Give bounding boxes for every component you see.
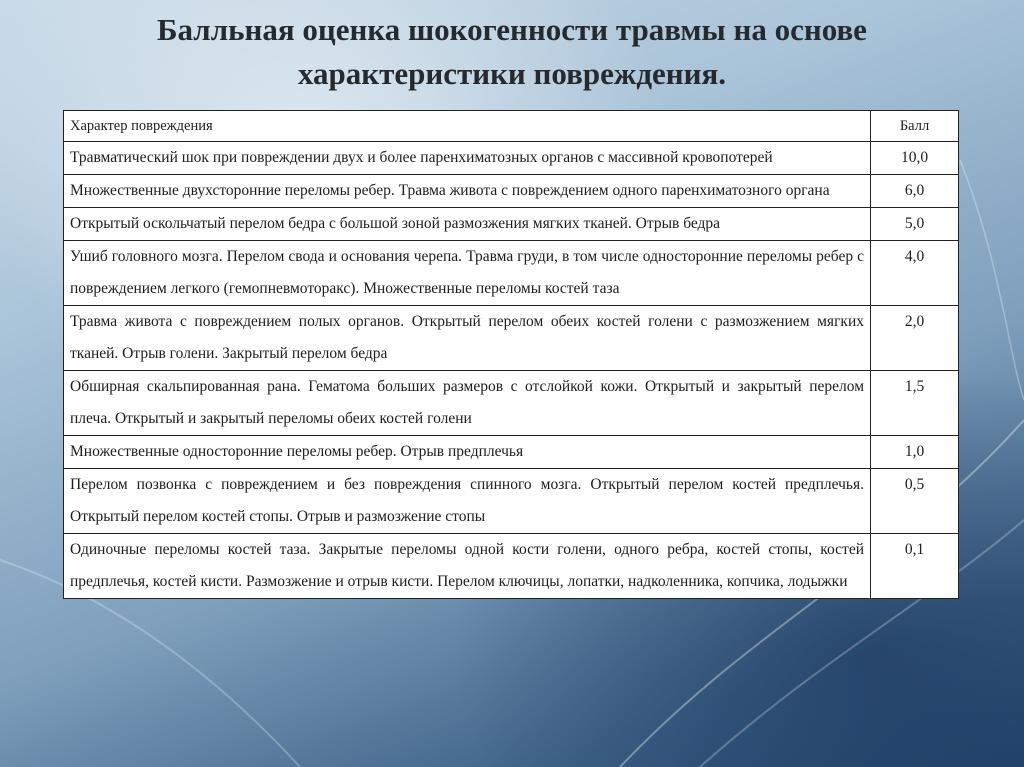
row-score: 0,5 (871, 469, 959, 534)
table-row (64, 469, 959, 534)
slide-title (20, 8, 1004, 96)
table-row (64, 208, 959, 241)
header-description: Характер повреждения (64, 111, 871, 142)
row-description: Множественные односторонние переломы ребер. Отрыв предплечья (64, 436, 871, 469)
row-description: Ушиб головного мозга. Перелом свода и основания черепа. Травма груди, в том числе односторонние переломы ребер с повреждением легкого (гемопневмоторакс). Множественные переломы костей таза (64, 241, 871, 306)
table-row (64, 436, 959, 469)
slide-title-line-1: Балльная оценка шокогенности травмы на основе (157, 12, 867, 47)
row-score: 10,0 (871, 142, 959, 175)
row-description: Открытый оскольчатый перелом бедра с большой зоной размозжения мягких тканей. Отрыв бедра (64, 208, 871, 241)
injury-score-table (63, 110, 959, 599)
table-row (64, 241, 959, 306)
table-row (64, 534, 959, 599)
row-score: 5,0 (871, 208, 959, 241)
row-score: 1,5 (871, 371, 959, 436)
table-header-row (64, 111, 959, 142)
row-description: Перелом позвонка с повреждением и без повреждения спинного мозга. Открытый перелом костей предплечья. Открытый перелом костей стопы. Отрыв и размозжение стопы (64, 469, 871, 534)
table-row (64, 175, 959, 208)
row-description: Травма живота с повреждением полых органов. Открытый перелом обеих костей голени с размозжением мягких тканей. Отрыв голени. Закрытый перелом бедра (64, 306, 871, 371)
header-score: Балл (871, 111, 959, 142)
row-description: Одиночные переломы костей таза. Закрытые переломы одной кости голени, одного ребра, костей стопы, костей предплечья, костей кисти. Размозжение и отрыв кисти. Перелом ключицы, лопатки, надколенника, копчика, лодыжки (64, 534, 871, 599)
row-score: 6,0 (871, 175, 959, 208)
row-description: Множественные двухсторонние переломы ребер. Травма живота с повреждением одного паренхиматозного органа (64, 175, 871, 208)
row-description: Травматический шок при повреждении двух и более паренхиматозных органов с массивной кровопотерей (64, 142, 871, 175)
row-score: 0,1 (871, 534, 959, 599)
slide-title-line-2: характеристики повреждения. (297, 56, 727, 91)
injury-score-table-container (63, 110, 958, 599)
table-row (64, 142, 959, 175)
row-score: 1,0 (871, 436, 959, 469)
table-row (64, 306, 959, 371)
row-score: 4,0 (871, 241, 959, 306)
row-score: 2,0 (871, 306, 959, 371)
table-row (64, 371, 959, 436)
row-description: Обширная скальпированная рана. Гематома больших размеров с отслойкой кожи. Открытый и закрытый перелом плеча. Открытый и закрытый переломы обеих костей голени (64, 371, 871, 436)
